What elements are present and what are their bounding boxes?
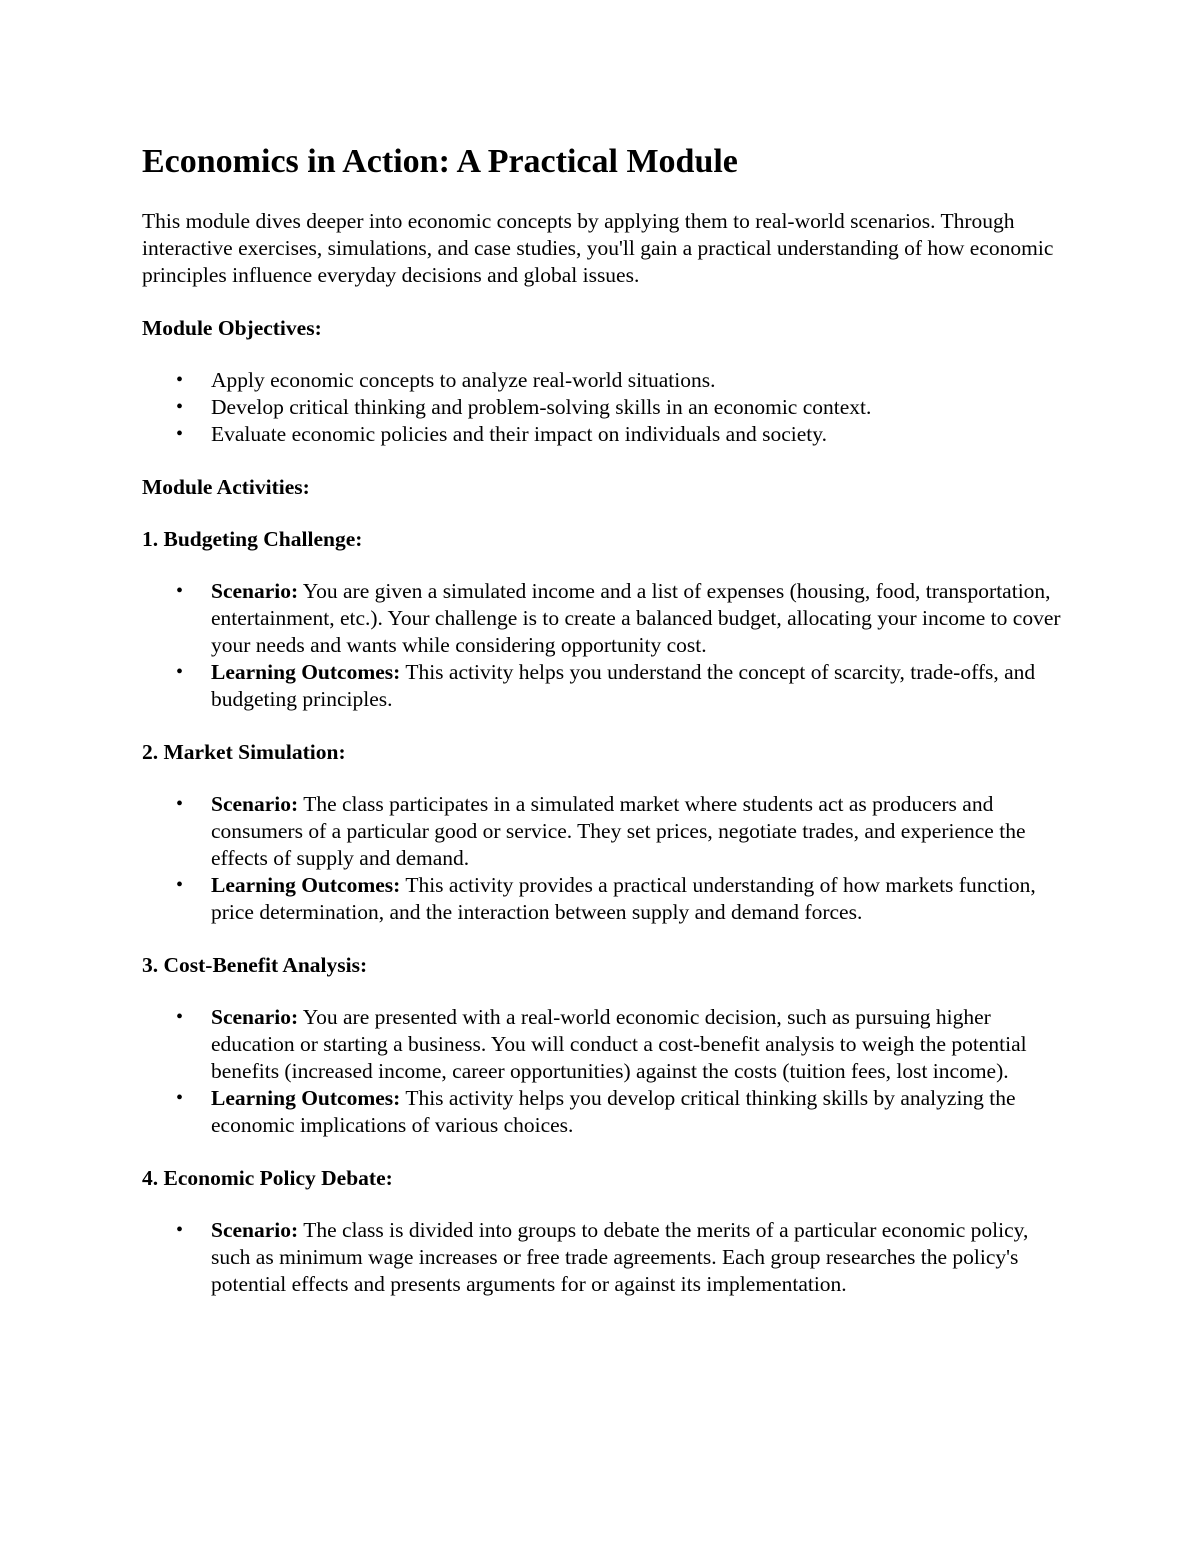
activity-list xyxy=(142,1004,1072,1139)
list-item: • Apply economic concepts to analyze real-world situations. xyxy=(176,368,716,392)
bullet-icon: • xyxy=(176,661,184,683)
list-item xyxy=(142,791,1072,872)
bullet-icon: • xyxy=(176,396,184,418)
outcomes-label: Learning Outcomes: xyxy=(211,1086,401,1110)
activity-list xyxy=(142,791,1072,926)
outcomes-label: Learning Outcomes: xyxy=(211,660,401,684)
bullet-icon: • xyxy=(176,1087,184,1109)
list-item xyxy=(142,1004,1072,1085)
objectives-heading: Module Objectives: xyxy=(142,316,322,340)
activity-list xyxy=(142,1217,1072,1298)
activities-heading: Module Activities: xyxy=(142,475,310,499)
list-item: • Evaluate economic policies and their impact on individuals and society. xyxy=(176,422,827,446)
list-item: • Develop critical thinking and problem-solving skills in an economic context. xyxy=(176,395,872,419)
scenario-text: You are given a simulated income and a list of expenses (housing, food, transportation, entertainment, etc.). Your challenge is to create a balanced budget, allocating your income to cover your needs and wants while considering opportunity cost. xyxy=(211,579,1061,657)
document-page xyxy=(142,138,1072,1324)
objectives-list xyxy=(142,367,1072,448)
scenario-text: The class participates in a simulated market where students act as producers and consumers of a particular good or service. They set prices, negotiate trades, and experience the effects of supply and demand. xyxy=(211,792,1026,870)
scenario-text: You are presented with a real-world economic decision, such as pursuing higher education or starting a business. You will conduct a cost-benefit analysis to weigh the potential benefits (increased income, career opportunities) against the costs (tuition fees, lost income). xyxy=(211,1005,1027,1083)
list-item xyxy=(142,1085,1072,1139)
outcomes-text: This activity helps you understand the concept of scarcity, trade-offs, and budgeting principles. xyxy=(211,660,1036,711)
intro-paragraph: This module dives deeper into economic concepts by applying them to real-world scenarios. Through interactive exercises, simulations, and case studies, you'll gain a practical understanding of how economic principles influence everyday decisions and global issues. xyxy=(142,209,1054,287)
activity-heading: 2. Market Simulation: xyxy=(142,740,346,764)
page-title: Economics in Action: A Practical Module xyxy=(142,143,738,180)
bullet-icon: • xyxy=(176,1006,184,1028)
bullet-icon: • xyxy=(176,1219,184,1241)
outcomes-text: This activity helps you develop critical thinking skills by analyzing the economic implications of various choices. xyxy=(211,1086,1016,1137)
scenario-label: Scenario: xyxy=(211,1218,299,1242)
scenario-label: Scenario: xyxy=(211,1005,299,1029)
bullet-icon: • xyxy=(176,369,184,391)
list-item xyxy=(142,578,1072,659)
activity-heading: 4. Economic Policy Debate: xyxy=(142,1166,393,1190)
scenario-label: Scenario: xyxy=(211,792,299,816)
bullet-icon: • xyxy=(176,874,184,896)
bullet-icon: • xyxy=(176,793,184,815)
activity-heading: 1. Budgeting Challenge: xyxy=(142,527,363,551)
scenario-text: The class is divided into groups to debate the merits of a particular economic policy, such as minimum wage increases or free trade agreements. Each group researches the policy's potential effects and presents arguments for or against its implementation. xyxy=(211,1218,1029,1296)
activity-list xyxy=(142,578,1072,713)
activity-heading: 3. Cost-Benefit Analysis: xyxy=(142,953,368,977)
outcomes-label: Learning Outcomes: xyxy=(211,873,401,897)
list-item xyxy=(142,659,1072,713)
bullet-icon: • xyxy=(176,423,184,445)
list-item xyxy=(142,1217,1072,1298)
bullet-icon: • xyxy=(176,580,184,602)
scenario-label: Scenario: xyxy=(211,579,299,603)
list-item xyxy=(142,872,1072,926)
outcomes-text: This activity provides a practical understanding of how markets function, price determination, and the interaction between supply and demand forces. xyxy=(211,873,1036,924)
